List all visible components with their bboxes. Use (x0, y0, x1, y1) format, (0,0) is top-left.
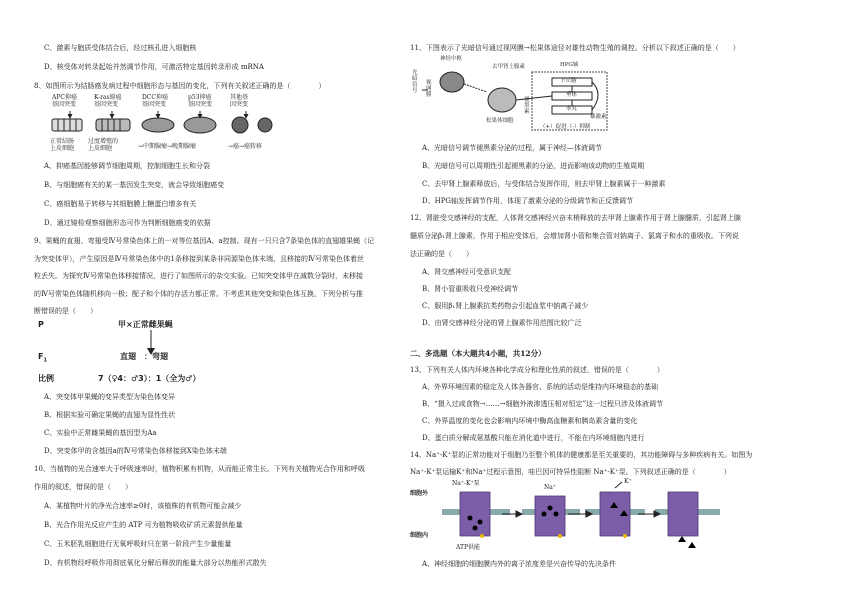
q12-option-a: A、肾交感神经可受意识支配 (422, 268, 512, 276)
pump-label: Na⁺-K⁺泵 (452, 480, 480, 487)
brain-shape (440, 72, 464, 92)
q11-option-d: D、HPG轴发挥调节作用，体现了激素分泌的分级调节和正反馈调节 (422, 197, 634, 205)
melatonin-label: 褪黑素 (524, 97, 530, 115)
q10-line-1: 10、当植物的光合速率大于呼吸速率时，植物积累有机物，从而能正常生长。下列有关植物光合作用和呼吸 (34, 465, 365, 473)
retina-label: 视网膜 (426, 80, 432, 99)
stage-normal-a: 正常结肠 (50, 138, 75, 145)
q9-line-5: 断错误的是（ ） (34, 307, 97, 315)
outside-cell-label: 细胞外 (410, 490, 429, 497)
adenoma-shape (142, 117, 216, 133)
gene-kras-b: 基因突变 (94, 100, 119, 108)
cell-stage-drawings (50, 111, 280, 141)
pump-protein-4 (668, 492, 698, 536)
gene-apc-b: 基因突变 (52, 100, 77, 108)
q11-option-b: B、光暗信号可以周期性引起褪黑素的分泌，进而影响该动物的生殖周期 (422, 162, 645, 170)
q8-option-c: C、癌细胞易于转移与其细胞膜上糖蛋白增多有关 (44, 200, 197, 208)
testis-label: 睾丸 (566, 106, 578, 112)
ratio-label: 比例 (38, 374, 54, 383)
inside-cell-label: 细胞内 (410, 532, 429, 539)
q14-line-1: 14、Na⁺-K⁺泵的正常功能对于细胞乃至整个机体的健康都是至关重要的，其功能障碍与多种疾病有关。如图为 (410, 451, 753, 459)
norepinephrine-label: 去甲肾上腺素 (492, 64, 526, 70)
gene-apc-a: APC抑癌 (52, 94, 77, 101)
q13-option-d: D、蛋白质分解成氨基酸只能在消化道中进行，不能在内环境细胞内进行 (422, 434, 645, 442)
stage-hyper-b: 上皮细胞 (88, 144, 113, 152)
potassium-label: K⁺ (624, 478, 632, 485)
q12-line-2: 髓质分泌β₁肾上腺素，作用于相应受体后，会增加肾小管和集合管对钠离子、氯离子和水的重吸收。下列说 (410, 232, 739, 240)
gene-other-a: 其他基 (230, 94, 249, 101)
q8-option-d: D、通过镜检观察细胞形态可作为判断细胞癌变的依据 (44, 219, 211, 227)
nerve-center-label: 神经中枢 (440, 56, 463, 62)
generation-p: P (38, 320, 44, 329)
gene-p53-a: p53抑癌 (188, 94, 212, 101)
gene-kras-a: K-ras原癌 (94, 94, 122, 101)
q13-option-c: C、外界温度的变化也会影响内环境中酶高血糖素和胰岛素含量的变化 (422, 417, 638, 425)
figure-legend: （+）促进（-）抑制 (540, 124, 591, 130)
q9-option-b: B、根据实验可确定果蝇的直翅为显性性状 (44, 411, 176, 419)
q13-stem: 13、下列有关人体内环境各种化学成分和理化性质的叙述，错误的是（ ） (410, 366, 664, 374)
section-multiple-choice: 二、多选题（本大题共4小题，共12分） (410, 349, 546, 358)
q12-line-3: 法正确的是（ ） (410, 250, 473, 258)
gene-dcc-b: 基因突变 (142, 100, 167, 108)
q8-option-b: B、与细胞癌有关的某一基因发生突变，就会导致细胞癌变 (44, 181, 225, 189)
hyperplasia-shape (96, 119, 130, 131)
q10-option-b: B、光合作用光反应产生的 ATP 可为植物吸收矿质元素提供能量 (44, 521, 243, 529)
q8-option-a: A、抑癌基因能够调节细胞周期，控制细胞生长和分裂 (44, 162, 211, 170)
q8-stem: 8、如图所示为结肠癌发病过程中细胞形态与基因的变化，下列有关叙述正确的是（ ） (34, 82, 326, 90)
q11-option-a: A、光暗信号调节褪黑素分泌的过程，属于神经—体液调节 (422, 144, 603, 152)
stage-cancer: →癌→癌转移 (228, 143, 263, 150)
gene-other-b: 因突变 (230, 100, 249, 108)
q12-option-d: D、由肾交感神经分泌的肾上腺素作用范围比较广泛 (422, 319, 582, 327)
q12-line-1: 12、肾脏受交感神经的支配，人体肾交感神经兴奋末梢释放的去甲肾上腺素作用于肾上腺髓质，引起肾上腺 (410, 214, 741, 222)
hpg-axis-label: HPG轴 (560, 62, 579, 68)
gene-p53-b: 基因突变 (188, 100, 213, 108)
generation-f1: $F_1$ (38, 352, 47, 364)
pineal-cell-label: 松果体细胞 (486, 118, 514, 124)
f1-phenotypes: 直翅 ：弯翅 (120, 352, 168, 361)
sodium-label: Na⁺ (544, 484, 556, 491)
q9-line-1: 9、果蝇的直翅、弯翅受Ⅳ号常染色体上的一对等位基因A、a控制。现有一只只含7条染色体的直翅雄果蝇（记 (34, 237, 375, 245)
q9-option-d: D、突变体甲的含基因a的Ⅳ号常染色体移接到X染色体末端 (44, 447, 227, 455)
q9-cross-diagram (38, 320, 278, 388)
q12-option-b: B、肾小管重吸收只受神经调节 (422, 285, 519, 293)
stage-hyper-a: 过度增殖的 (88, 138, 119, 145)
normal-epithelium-shape (52, 119, 82, 131)
q13-option-a: A、外界环境因素的稳定及人体各器官、系统的活动是维持内环境稳态的基础 (422, 383, 659, 391)
q11-pineal-figure (412, 56, 612, 136)
q9-option-a: A、突变体甲果蝇的变异类型为染色体变异 (44, 393, 176, 401)
pump-stages (410, 478, 730, 554)
q8-colon-cancer-figure (50, 95, 310, 155)
q11-option-c: C、去甲肾上腺素释放后，与受体结合发挥作用，则去甲肾上腺素属于一种激素 (422, 180, 666, 188)
f1-ratio: 7（♀4：♂3）：1（全为♂） (98, 374, 201, 383)
q9-option-c: C、实验中正常雌果蝇的基因型为Aa (44, 429, 157, 437)
hypothalamus-label: 下丘脑 (560, 78, 577, 84)
q9-line-4: 的Ⅳ号常染色体随机移向一极；配子和个体的存活力都正常。不考虑其他突变和染色体互换，下列分析与推 (34, 290, 363, 298)
light-signal-label: 光暗信号 (412, 70, 418, 95)
cross-parents: 甲×正常雌果蝇 (118, 320, 173, 329)
q13-option-b: B、“摄入过咸食物→……→细胞外液渗透压相对恒定”这一过程只涉及体液调节 (422, 400, 664, 408)
carcinoma-shape (232, 117, 272, 133)
stage-adenoma: →中期腺瘤→晚期腺瘤 (138, 143, 197, 150)
q9-line-2: 为突变体甲），产生原因是Ⅳ号常染色体中的1条移接到某条非同源染色体末端，且移接的Ⅳ号常染色体着丝 (34, 255, 364, 263)
stage-normal-b: 上皮细胞 (50, 144, 75, 152)
q14-sodium-potassium-pump-figure (410, 478, 730, 554)
pineal-gland-shape (488, 88, 516, 112)
gene-dcc-a: DCC抑癌 (142, 94, 168, 101)
q10-option-d: D、有机物经呼吸作用彻底氧化分解后释放的能量大部分以热能形式散失 (44, 559, 267, 567)
q14-line-2: Na⁺-K⁺泵运输K⁺和Na⁺过程示意图，哇巴因可特异性阻断 Na⁺-K⁺泵。下列叙述正确的是（ ） (410, 468, 731, 476)
q14-option-a: A、神经细胞的细胞膜内外的离子浓度差是兴奋传导的先决条件 (422, 560, 617, 568)
q11-stem: 11、下图表示了光暗信号通过视网膜→松果体途径对雄性动物生殖的调控。分析以下叙述正确的是（ ） (410, 44, 740, 52)
q10-line-2: 作用的叙述，错误的是（ ） (34, 483, 132, 491)
q9-line-3: 粒丢失。为探究Ⅳ号常染色体移接情况，进行了如图所示的杂交实验。已知突变体甲在减数分裂时，未移接 (34, 272, 363, 280)
q7-option-c: C、激素与胞质受体结合后，经过核孔进入细胞核 (44, 44, 197, 52)
q10-option-a: A、某植物叶片的净光合速率≥0时，该植株的有机物可能会减少 (44, 502, 242, 510)
q10-option-c: C、玉米胚乳细胞进行无氧呼吸时只在第一阶段产生少量能量 (44, 540, 232, 548)
androgen-label: 雄激素 (590, 114, 607, 120)
pump-protein-2 (535, 496, 565, 536)
atp-energy-label: ATP供能 (456, 544, 481, 551)
q12-option-c: C、服用β₁肾上腺素抗类药物会引起血浆中钠离子减少 (422, 302, 589, 310)
q7-option-d: D、核受体对转录起始并然调节作用，可激活特定基因转录形成 mRNA (44, 63, 264, 71)
pituitary-label: 垂体 (566, 92, 578, 98)
